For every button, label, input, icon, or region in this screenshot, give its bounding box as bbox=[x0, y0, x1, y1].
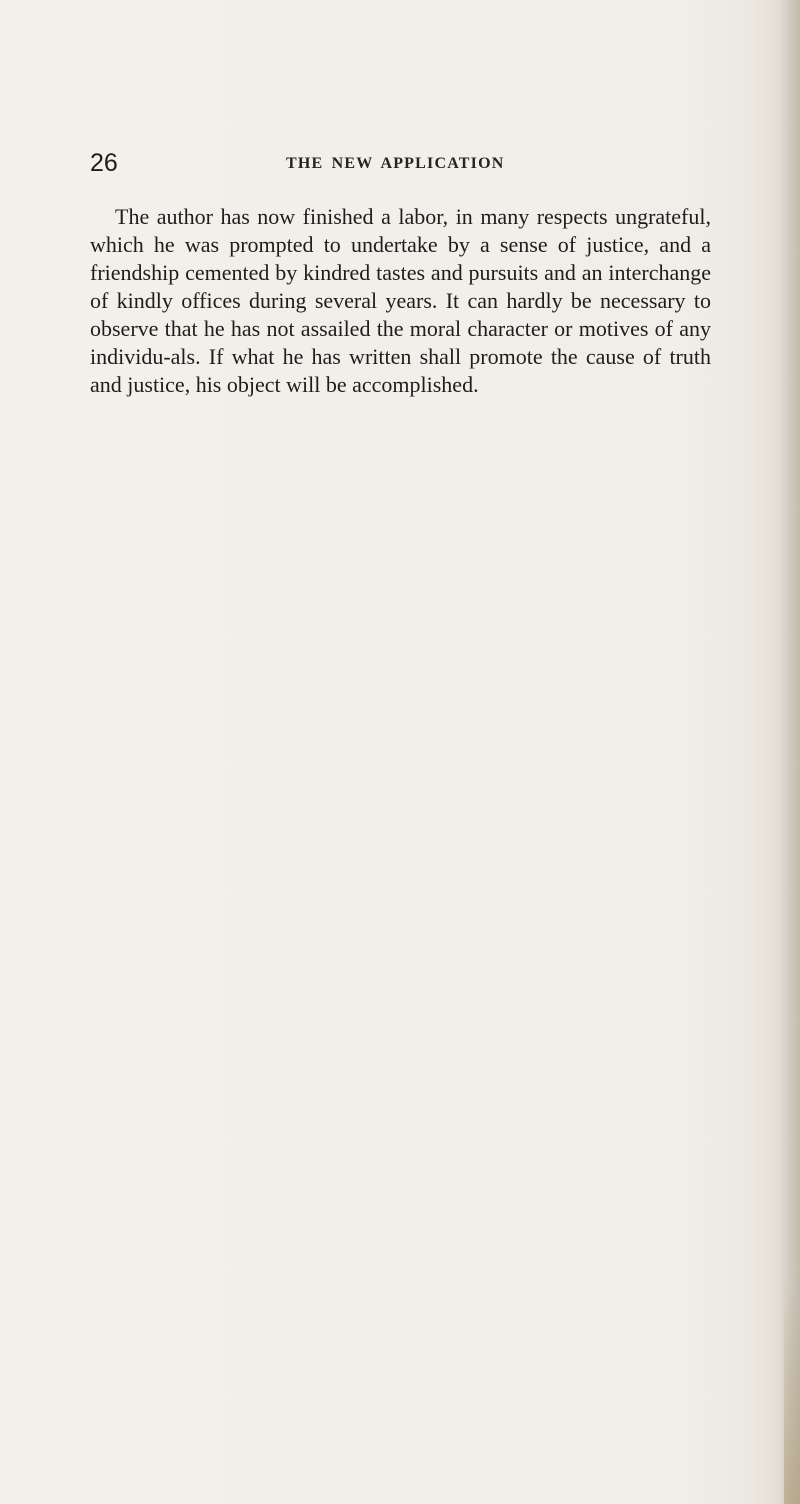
body-paragraph: The author has now finished a labor, in many respects ungrateful, which he was prompted to undertake by a sense of justice, and a friendship cemented by kindred tastes and pursuits and an interchange of kindly offices during several years. It can hardly be necessary to observe that he has not assailed the moral character or motives of any individu-als. If what he has written shall promote the cause of truth and justice, his object will be accomplished. bbox=[90, 204, 711, 397]
page-number: 26 bbox=[90, 149, 118, 177]
page-edge-shadow bbox=[778, 0, 800, 1504]
running-head bbox=[90, 148, 710, 178]
running-head-title: THE NEW APPLICATION bbox=[286, 155, 505, 172]
page-edge-stain bbox=[784, 1284, 800, 1504]
